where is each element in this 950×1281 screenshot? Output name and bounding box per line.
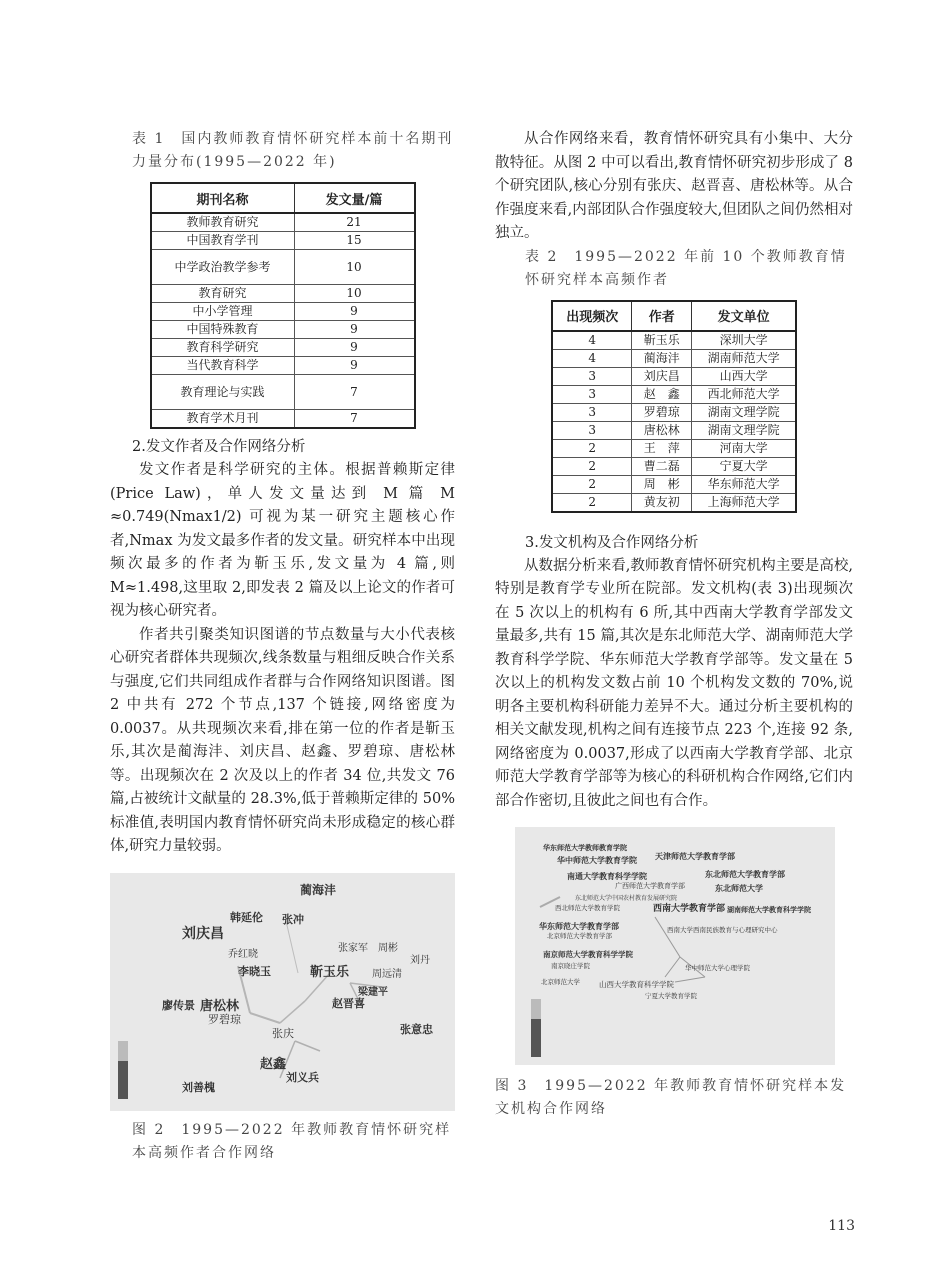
table1-header-count: 发文量/篇 <box>294 183 415 213</box>
cell: 7 <box>294 410 415 429</box>
institution-label: 华东师范大学教育学部 <box>539 922 619 931</box>
section3-paragraph: 从数据分析来看,教师教育情怀研究机构主要是高校,特别是教育学专业所在院部。发文机构(表 3)出现频次在 5 次以上的机构有 6 所,其中西南大学教育学部发文量最多,共有 15 篇,其次是东北师范大学、湖南师范大学教育科学学院、华东师范大学教育学部等。发文量在 5 次以上的机构发文数占前 10 个机构发文数的 70%,说明各主要机构科研能力差异不大。通过分析主要机构的相关文献发现,机构之间有连接节点 223 个,连接 92 条,网络密度为 0.0037,形成了以西南大学教育学部、北京师范大学教育学部等为核心的科研机构合作网络,它们内部合作密切,且彼此之间也有合作。 <box>495 557 853 809</box>
cell: 4 <box>552 331 632 350</box>
institution-label: 南通大学教育科学学院 <box>567 872 647 881</box>
table-row <box>552 421 796 439</box>
cell: 2 <box>552 493 632 512</box>
institution-label: 东北师范大学 <box>715 884 763 893</box>
cell: 曹二磊 <box>632 457 692 475</box>
cell: 7 <box>294 375 415 410</box>
institution-label: 宁夏大学教育学院 <box>645 992 697 1000</box>
table-row <box>151 357 415 375</box>
cell: 赵 鑫 <box>632 385 692 403</box>
table-row <box>552 403 796 421</box>
cell: 华东师范大学 <box>692 475 796 493</box>
section2-paragraph-2: 作者共引聚类知识图谱的节点数量与大小代表核心研究者群体共现频次,线条数量与粗细反映合作关系与强度,它们共同组成作者群与合作网络知识图谱。图 2 中共有 272 个节点,137 个链接,网络密度为 0.0037。从共现频次来看,排在第一位的作者是靳玉乐,其次是蔺海沣、刘庆昌、赵鑫、罗碧琼、唐松林等。出现频次在 2 次及以上的作者 34 位,共发文 76 篇,占被统计文献量的 28.3%,低于普赖斯定律的 50%标准值,表明国内教育情怀研究尚未形成稳定的核心群体,研究力量较弱。 <box>110 626 455 854</box>
cell: 2 <box>552 457 632 475</box>
figure3-network <box>515 827 835 1065</box>
author-label: 周彬 <box>378 942 398 954</box>
table-row <box>151 303 415 321</box>
institution-label: 天津师范大学教育学部 <box>655 852 735 861</box>
author-label: 张庆 <box>272 1026 294 1040</box>
cell: 9 <box>294 339 415 357</box>
author-label: 乔红晓 <box>228 948 258 960</box>
cell: 9 <box>294 321 415 339</box>
author-label: 靳玉乐 <box>310 964 350 980</box>
author-label: 罗碧琼 <box>208 1012 241 1026</box>
cell: 王 萍 <box>632 439 692 457</box>
figure2-caption: 图 2 1995—2022 年教师教育情怀研究样本高频作者合作网络 <box>132 1121 452 1161</box>
figure2-edges <box>110 873 455 1111</box>
institution-label: 北京师范大学教育学部 <box>547 932 612 940</box>
figure3-caption: 图 3 1995—2022 年教师教育情怀研究样本发文机构合作网络 <box>495 1078 847 1117</box>
table-row <box>151 250 415 285</box>
cell: 中学政治教学参考 <box>151 250 295 285</box>
cell: 2 <box>552 475 632 493</box>
cell: 湖南师范大学 <box>692 349 796 367</box>
cell: 15 <box>294 232 415 250</box>
institution-label: 东北师范大学教育学部 <box>705 870 785 879</box>
institution-label: 东北师范大学中国农村教育发展研究院 <box>575 895 678 902</box>
table1-caption: 表 1 国内教师教育情怀研究样本前十名期刊力量分布(1995—2022 年) <box>132 131 454 170</box>
author-label: 梁建平 <box>358 986 388 998</box>
institution-label: 西南大学教育学部 <box>653 904 726 914</box>
section2-heading: 2.发文作者及合作网络分析 <box>132 439 306 455</box>
page-number: 113 <box>828 1218 855 1234</box>
author-label: 韩延伦 <box>230 910 263 924</box>
cell: 4 <box>552 349 632 367</box>
table-row <box>151 339 415 357</box>
author-label: 张家军 <box>338 942 368 954</box>
author-label: 刘善槐 <box>182 1080 215 1094</box>
table-row <box>552 493 796 512</box>
cell: 教育学术月刊 <box>151 410 295 429</box>
cell: 中国特殊教育 <box>151 321 295 339</box>
institution-label: 北京师范大学 <box>541 978 580 986</box>
cell: 中国教育学刊 <box>151 232 295 250</box>
institution-label: 广西师范大学教育学部 <box>615 882 685 890</box>
cell: 3 <box>552 385 632 403</box>
author-label: 周远清 <box>372 968 402 980</box>
left-column <box>110 128 455 1165</box>
table-row <box>552 349 796 367</box>
table2 <box>551 300 797 513</box>
cell: 10 <box>294 285 415 303</box>
institution-label: 华中师范大学教育学院 <box>557 856 637 865</box>
author-label: 赵鑫 <box>260 1056 287 1072</box>
author-label: 张意忠 <box>400 1022 433 1036</box>
institution-label: 南京师范大学教育科学学院 <box>543 950 633 959</box>
cell: 深圳大学 <box>692 331 796 350</box>
table1-header-journal: 期刊名称 <box>151 183 295 213</box>
table-row <box>552 475 796 493</box>
cell: 教育科学研究 <box>151 339 295 357</box>
table2-header-institution: 发文单位 <box>692 301 796 331</box>
institution-label: 西北师范大学教育学院 <box>555 904 620 912</box>
author-label: 蔺海沣 <box>300 882 337 897</box>
institution-label: 南京晓庄学院 <box>551 962 590 970</box>
cell: 教育研究 <box>151 285 295 303</box>
author-label: 赵晋喜 <box>332 996 365 1010</box>
cell: 山西大学 <box>692 367 796 385</box>
cell: 黄友初 <box>632 493 692 512</box>
table2-caption: 表 2 1995—2022 年前 10 个教师教育情怀研究样本高频作者 <box>525 248 847 288</box>
cell: 西北师范大学 <box>692 385 796 403</box>
right-column <box>495 128 853 1121</box>
cell: 3 <box>552 421 632 439</box>
cell: 蔺海沣 <box>632 349 692 367</box>
cell: 教育理论与实践 <box>151 375 295 410</box>
institution-label: 西南大学西南民族教育与心理研究中心 <box>667 926 778 934</box>
cell: 2 <box>552 439 632 457</box>
figure2-network <box>110 873 455 1111</box>
section2-paragraph-1: 发文作者是科学研究的主体。根据普赖斯定律(Price Law)，单人发文量达到 M 篇 M ≈0.749(Nmax1/2) 可视为某一研究主题核心作者,Nmax 为发文最多作者的发文量。研究样本中出现频次最多的作者为靳玉乐,发文量为 4 篇,则 M≈1.498,这里取 2,即发表 2 篇及以上论文的作者可视为核心研究者。 <box>110 462 455 619</box>
cell: 靳玉乐 <box>632 331 692 350</box>
table-row <box>552 331 796 350</box>
author-label: 刘丹 <box>410 954 430 966</box>
author-label: 刘庆昌 <box>182 925 224 942</box>
cell: 罗碧琼 <box>632 403 692 421</box>
table-row <box>552 367 796 385</box>
cell: 周 彬 <box>632 475 692 493</box>
table-row <box>552 439 796 457</box>
institution-label: 湖南师范大学教育科学学院 <box>727 906 811 914</box>
table-row <box>151 232 415 250</box>
table-row <box>151 213 415 232</box>
institution-label: 华中师范大学心理学院 <box>685 964 750 972</box>
cell: 3 <box>552 367 632 385</box>
table-row <box>151 375 415 410</box>
cell: 10 <box>294 250 415 285</box>
cell: 河南大学 <box>692 439 796 457</box>
cell: 中小学管理 <box>151 303 295 321</box>
table-row <box>151 321 415 339</box>
cell: 21 <box>294 213 415 232</box>
cell: 当代教育科学 <box>151 357 295 375</box>
table2-header-author: 作者 <box>632 301 692 331</box>
cooperation-paragraph: 从合作网络来看，教育情怀研究具有小集中、大分散特征。从图 2 中可以看出,教育情怀研究初步形成了 8 个研究团队,核心分别有张庆、赵晋喜、唐松林等。从合作强度来看,内部团队合作强度较大,但团队之间仍然相对独立。 <box>495 131 853 241</box>
author-label: 廖传景 <box>162 998 195 1012</box>
table-row <box>151 410 415 429</box>
table-row <box>151 285 415 303</box>
cell: 9 <box>294 303 415 321</box>
institution-label: 山西大学教育科学学院 <box>599 980 674 989</box>
table-row <box>552 385 796 403</box>
cell: 刘庆昌 <box>632 367 692 385</box>
cell: 3 <box>552 403 632 421</box>
cell: 湖南文理学院 <box>692 421 796 439</box>
author-label: 李晓玉 <box>238 964 271 978</box>
table1 <box>150 182 416 429</box>
cell: 上海师范大学 <box>692 493 796 512</box>
cell: 宁夏大学 <box>692 457 796 475</box>
table-row <box>552 457 796 475</box>
institution-label: 华东师范大学教师教育学院 <box>543 844 627 852</box>
cell: 唐松林 <box>632 421 692 439</box>
author-label: 唐松林 <box>200 998 240 1014</box>
author-label: 张冲 <box>282 912 304 926</box>
section3-heading: 3.发文机构及合作网络分析 <box>525 534 699 551</box>
table2-header-frequency: 出现频次 <box>552 301 632 331</box>
cell: 湖南文理学院 <box>692 403 796 421</box>
cell: 教师教育研究 <box>151 213 295 232</box>
author-label: 刘义兵 <box>286 1070 319 1084</box>
cell: 9 <box>294 357 415 375</box>
